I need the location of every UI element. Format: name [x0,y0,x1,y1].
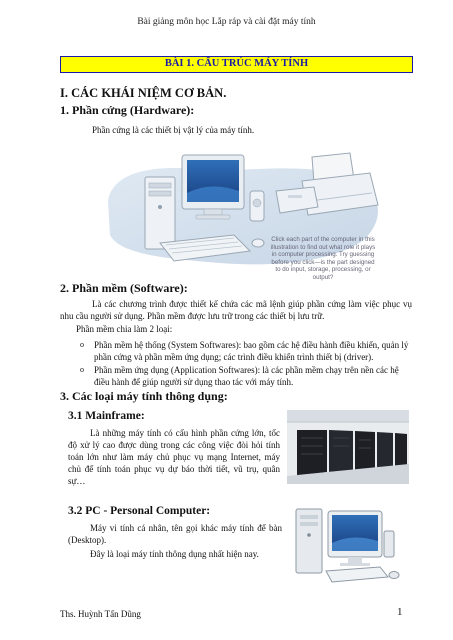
pc-mouse [389,572,399,579]
section-heading-basic-concepts: I. CÁC KHÁI NIỆM CƠ BẢN. [60,86,227,100]
bullet-system-software [80,339,412,363]
desktop-pc-figure [292,505,404,585]
tower-case [145,177,175,249]
bullet-text: Phần mềm hệ thống (System Softwares): bao gồm các hệ điều hành điều khiển, quản lý phần cứng và phần mềm ứng dụng; các trình điều khiển trình thiết bị (driver). [94,340,409,362]
heading-computer-types: 3. Các loại máy tính thông dụng: [60,389,228,403]
computer-illustration [100,143,390,281]
footer-author: Ths. Huỳnh Tấn Dũng [60,609,141,619]
page-number: 1 [397,606,403,618]
bullet-mark: o [80,365,84,374]
mainframe-text: Là những máy tính có cấu hình phần cứng lớn, tốc độ xử lý cao được dùng trong các công việc đòi hỏi tính toán lớn như làm máy chủ phục vụ mạng Internet, máy chủ để tính toán phục vụ dự báo thời tiết, vũ trụ, quân sự… [68,428,280,486]
pc-text-2: Đây là loại máy tính thông dụng nhất hiện nay. [90,549,259,559]
pc-text-1: Máy vi tính cá nhân, tên gọi khác máy tính để bàn (Desktop). [68,523,282,545]
monitor [182,155,244,219]
bullet-text: Phần mềm ứng dụng (Application Softwares): là các phần mềm chạy trên nền các hệ điều hành để giúp người sử dụng thao tác với máy tính. [94,365,399,387]
lesson-title: BÀI 1. CẤU TRÚC MÁY TÍNH [60,56,413,73]
software-text-1: Là các chương trình được thiết kế chứa các mã lệnh giúp phần cứng làm việc phục vụ nhu cầu người sử dụng. Phần mềm được lưu trữ trong các thiết bị lưu trữ. [60,299,412,321]
software-text-2: Phần mềm chia làm 2 loại: [76,324,173,334]
heading-pc: 3.2 PC - Personal Computer: [68,505,211,517]
pc-tower [296,509,322,573]
heading-mainframe: 3.1 Mainframe: [68,410,145,422]
heading-software: 2. Phần mềm (Software): [60,281,188,295]
bullet-application-software [80,364,412,388]
hardware-text: Phần cứng là các thiết bị vật lý của máy tính. [92,125,255,135]
page-header: Bài giảng môn học Lắp ráp và cài đặt máy tính [137,17,316,27]
pc-image [292,505,404,585]
figure-caption: Click each part of the computer in this illustration to find out what role it plays in computer processing. Try guessing before you click—is the part designed to do input, storage, processing, or output? [270,236,376,281]
mainframe-image [287,410,409,484]
pc-speaker [384,531,394,557]
mouse [252,239,264,247]
bullet-mark: o [80,340,84,349]
heading-hardware: 1. Phần cứng (Hardware): [60,103,195,117]
mainframe-racks-figure [287,410,409,484]
